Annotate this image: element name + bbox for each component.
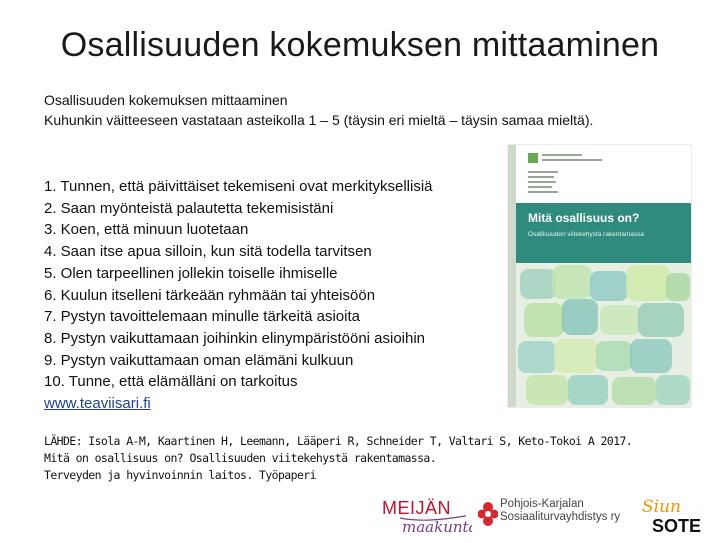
svg-text:MEIJÄN: MEIJÄN xyxy=(382,498,452,518)
cover-text-line xyxy=(542,154,582,156)
source-citation xyxy=(44,433,632,484)
statement-item: 3. Koen, että minuun luotetaan xyxy=(44,221,249,239)
pkssy-emblem-icon xyxy=(478,500,498,528)
statement-item: 1. Tunnen, että päivittäiset tekemiseni ovat merkityksellisiä xyxy=(44,178,433,195)
cover-text-line xyxy=(528,191,558,193)
cover-text-line xyxy=(528,176,554,178)
partner-logos xyxy=(0,492,720,536)
meijan-maakunta-logo xyxy=(380,492,472,543)
intro-heading: Osallisuuden kokemuksen mittaaminen xyxy=(44,92,288,108)
cover-text-line xyxy=(528,171,558,173)
slide-title: Osallisuuden kokemuksen mittaaminen xyxy=(60,26,660,64)
statement-item: 8. Pystyn vaikuttamaan joihinkin elinympäristööni asioihin xyxy=(44,329,426,347)
book-cover-image xyxy=(508,145,691,407)
intro-scale-description: Kuhunkin väitteeseen vastataan asteikolla 1 – 5 (täysin eri mieltä – täysin samaa mieltä). xyxy=(44,112,594,128)
book-subtitle: Osallisuuden viitekehystä rakentamassa xyxy=(528,231,644,238)
statement-item: 10. Tunne, että elämälläni on tarkoitus xyxy=(44,373,298,391)
statement-item: 7. Pystyn tavoittelemaan minulle tärkeitä asioita xyxy=(44,308,360,326)
book-title: Mitä osallisuus on? xyxy=(528,211,640,225)
statement-list xyxy=(44,176,433,415)
intro-text xyxy=(44,90,593,130)
pkssy-line: Sosiaaliturvayhdistys ry xyxy=(500,511,621,523)
source-line: LÄHDE: Isola A-M, Kaartinen H, Leemann, Lääperi R, Schneider T, Valtari S, Keto-Tokoi A 2017. xyxy=(44,434,633,448)
cover-text-line xyxy=(528,186,552,188)
statement-item: 2. Saan myönteistä palautetta tekemisistäni xyxy=(44,199,334,217)
pkssy-name xyxy=(500,498,620,524)
thl-logo-icon xyxy=(528,153,538,163)
pkssy-line: Pohjois-Karjalan xyxy=(500,498,584,510)
cover-text-line xyxy=(528,181,556,183)
meijan-maakunta-logo-icon xyxy=(380,492,472,538)
statement-item: 6. Kuulun itselleni tärkeään ryhmään tai yhteisöön xyxy=(44,286,376,304)
siun-sote-logo xyxy=(638,492,710,543)
svg-text:maakunta: maakunta xyxy=(402,518,472,536)
source-line: Mitä on osallisuus on? Osallisuuden viitekehystä rakentamassa. xyxy=(44,451,437,465)
book-mosaic-artwork xyxy=(516,263,691,407)
cover-text-line xyxy=(542,159,602,161)
siun-sote-logo-icon xyxy=(638,492,710,538)
svg-text:Siun: Siun xyxy=(642,497,681,517)
teaviisari-link[interactable]: www.teaviisari.fi xyxy=(44,395,151,413)
statement-item: 4. Saan itse apua silloin, kun sitä todella tarvitsen xyxy=(44,243,372,261)
statement-item: 9. Pystyn vaikuttamaan oman elämäni kulkuun xyxy=(44,351,354,369)
source-line: Terveyden ja hyvinvoinnin laitos. Työpaperi xyxy=(44,468,316,482)
svg-text:SOTE: SOTE xyxy=(652,516,702,536)
book-spine xyxy=(508,145,516,407)
statement-item: 5. Olen tarpeellinen jollekin toiselle ihmiselle xyxy=(44,264,338,282)
